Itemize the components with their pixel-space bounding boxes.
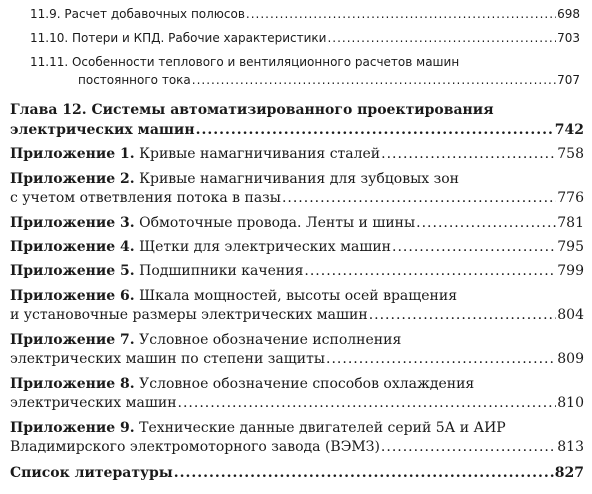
dot-leader [178,394,557,413]
appendix-label: Приложение 5. [10,263,135,279]
references-title: Список литературы [10,465,173,481]
entry-title: 11.9. Расчет добавочных полюсов [30,7,245,21]
appendix-title-line2: Владимирского электромоторного завода (ВЭМЗ) [10,439,380,455]
entry-title: 11.10. Потери и КПД. Рабочие характеристики [30,31,327,45]
appendix-title: Обмоточные провода. Ленты и шины [139,215,416,231]
appendix-title-line1: Условное обозначение исполнения [139,332,402,348]
appendix-title: Подшипники качения [139,263,304,279]
page-number: 781 [557,215,584,231]
dot-leader [246,6,556,22]
dot-leader [381,438,556,457]
dot-leader [304,262,556,281]
dot-leader [392,238,556,257]
dot-leader [174,464,554,483]
page-number: 804 [557,307,584,323]
appendix-label: Приложение 4. [10,239,135,255]
appendix-title-line2: электрических машин [10,395,177,411]
appendix-label: Приложение 7. [10,332,135,348]
appendix-label: Приложение 2. [10,171,135,187]
page-number: 813 [557,439,584,455]
page-number: 795 [557,239,584,255]
dot-leader [381,145,556,164]
page-number: 703 [557,31,580,45]
appendix-title-line1: Шкала мощностей, высоты осей вращения [139,288,458,304]
appendix-title-line1: Кривые намагничивания для зубцовых зон [139,171,459,187]
appendix-title: Щетки для электрических машин [139,239,392,255]
appendix-title-line2: и установочные размеры электрических машин [10,307,368,323]
entry-title-line2: постоянного тока [78,73,191,87]
appendix-title-line2: с учетом ответвления потока в пазы [10,190,281,206]
appendix-title-line1: Технические данные двигателей серий 5А и АИР [139,420,506,436]
page-number: 810 [557,395,584,411]
dot-leader [282,189,556,208]
appendix-label: Приложение 6. [10,288,135,304]
page-number: 742 [554,122,584,138]
dot-leader [327,30,556,46]
dot-leader [326,350,556,369]
appendix-label: Приложение 8. [10,376,135,392]
appendix-title-line2: электрических машин по степени защиты [10,351,326,367]
page-number: 799 [557,263,584,279]
page-number: 758 [557,146,584,162]
appendix-title-line1: Условное обозначение способов охлаждения [139,376,475,392]
appendix-title: Кривые намагничивания сталей [139,146,381,162]
appendix-label: Приложение 3. [10,215,135,231]
dot-leader [192,72,556,88]
dot-leader [369,306,557,325]
page-number: 809 [557,351,584,367]
dot-leader [196,121,554,140]
chapter-title-line1: Глава 12. Системы автоматизированного проектирования [10,102,494,118]
appendix-label: Приложение 9. [10,420,135,436]
page-number: 698 [557,7,580,21]
entry-title-line1: 11.11. Особенности теплового и вентиляционного расчетов машин [30,55,460,69]
chapter-title-line2: электрических машин [10,122,195,138]
page-number: 776 [557,190,584,206]
page-number: 827 [554,465,584,481]
dot-leader [416,214,556,233]
page-number: 707 [557,73,580,87]
appendix-label: Приложение 1. [10,146,135,162]
